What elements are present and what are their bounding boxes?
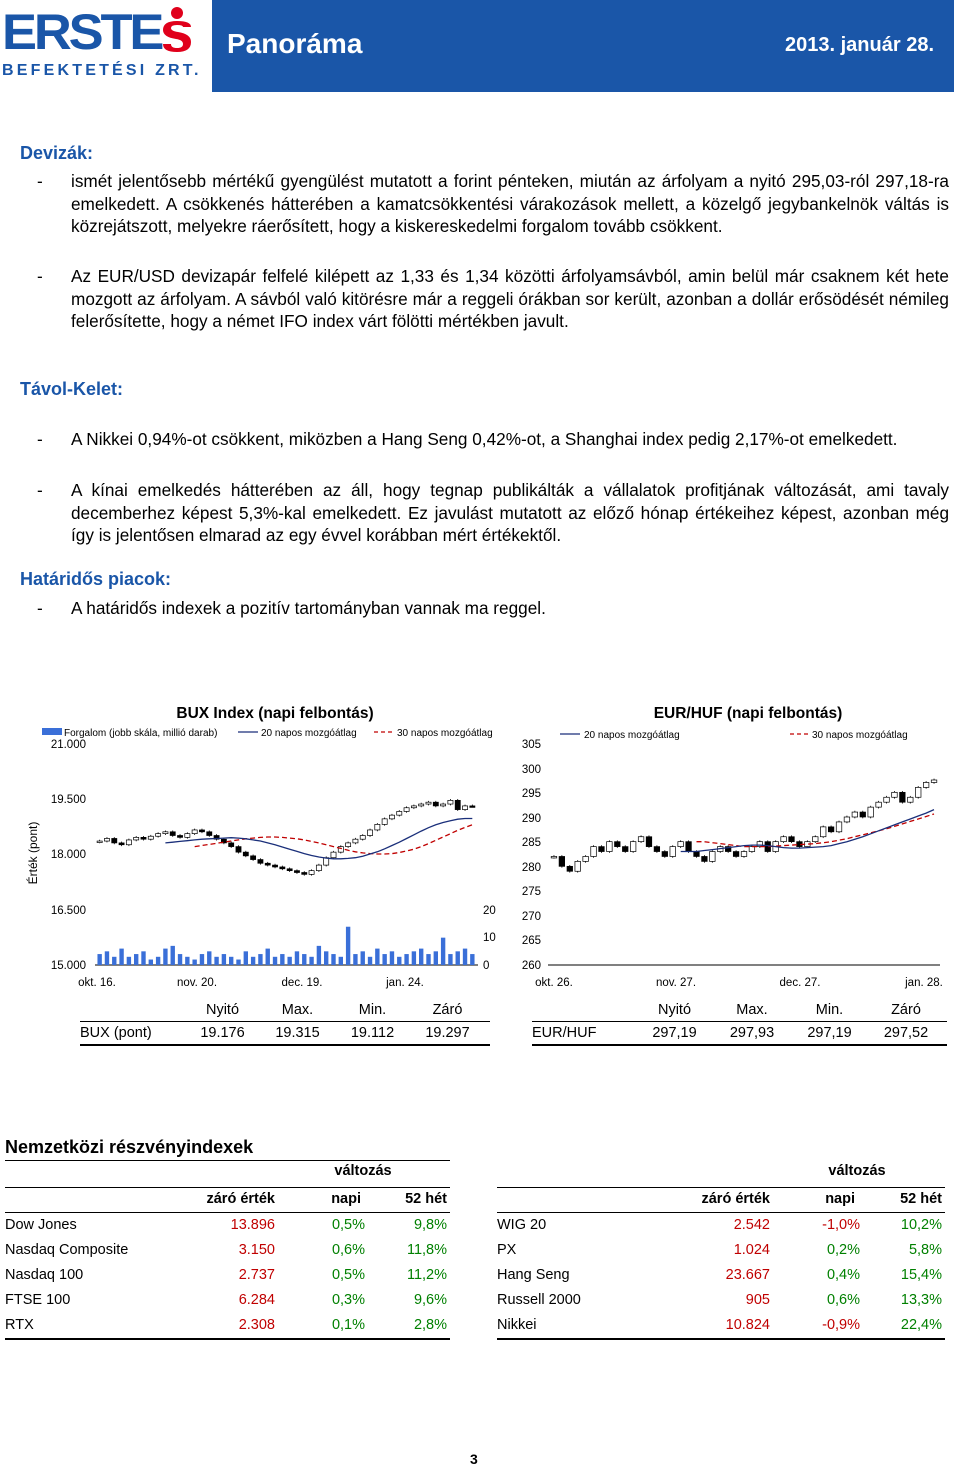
volume-bar: [185, 957, 189, 965]
candle: [397, 811, 402, 815]
candle: [360, 836, 365, 840]
index-day-change: -1,0%: [822, 1217, 860, 1233]
candle: [331, 852, 336, 858]
candle: [462, 806, 467, 810]
col-min: Min.: [358, 1002, 387, 1018]
legend-volume: Forgalom (jobb skála, millió darab): [64, 728, 218, 739]
volume-bar: [97, 954, 101, 965]
candle: [599, 847, 605, 852]
col-nyito: Nyitó: [657, 1002, 692, 1018]
index-52w-change: 13,3%: [900, 1292, 942, 1308]
index-52w-change: 11,8%: [406, 1242, 447, 1258]
index-name: PX: [497, 1242, 517, 1258]
volume-bar: [105, 951, 109, 965]
section-heading-devizak: Devizák:: [20, 143, 94, 163]
candle: [694, 852, 700, 857]
report-date: 2013. január 28.: [785, 34, 934, 56]
row-label: BUX (pont): [80, 1025, 152, 1041]
volume-bar: [331, 954, 335, 965]
candle: [844, 817, 850, 822]
candle: [733, 852, 739, 857]
volume-bar: [397, 957, 401, 965]
row-label: EUR/HUF: [532, 1025, 597, 1041]
candle: [163, 832, 168, 834]
volume-bar: [295, 951, 299, 965]
value-max: 297,93: [729, 1025, 775, 1041]
bullet-text: A határidős indexek a pozitív tartományban vannak ma reggel.: [71, 598, 546, 618]
bullet-hataridos-1: - A határidős indexek a pozitív tartományban vannak ma reggel.: [37, 598, 546, 618]
col-day: napi: [825, 1191, 855, 1207]
candle: [591, 847, 597, 857]
candle: [820, 827, 826, 837]
candle: [229, 843, 234, 847]
index-52w-change: 11,2%: [406, 1267, 447, 1283]
eh-ytick: 295: [521, 788, 541, 800]
volume-bar: [149, 960, 153, 965]
volume-bar: [200, 954, 204, 965]
intl-title-rule: [5, 1160, 450, 1161]
index-close: 905: [745, 1292, 770, 1308]
bux-xtick: dec. 19.: [281, 977, 323, 989]
candle: [646, 837, 652, 847]
bux-ytick: 19.500: [50, 794, 86, 806]
col-nyito: Nyitó: [205, 1002, 240, 1018]
candle: [309, 871, 314, 875]
col-52w: 52 hét: [405, 1191, 447, 1207]
volume-bar: [207, 951, 211, 965]
volume-bar: [448, 954, 452, 965]
volume-bar: [251, 957, 255, 965]
candle: [199, 830, 204, 832]
intl-row: [5, 1313, 450, 1340]
volume-bar: [419, 949, 423, 965]
intl-table-left: [5, 1163, 450, 1340]
candle: [353, 839, 358, 843]
eh-xtick: nov. 27.: [655, 977, 697, 989]
eh-ytick: 300: [521, 764, 541, 776]
candle: [789, 837, 795, 842]
volume-bar: [119, 949, 123, 965]
section-heading-hataridos: Határidős piacok:: [20, 569, 172, 589]
candle: [551, 856, 557, 858]
index-close: 23.667: [725, 1267, 770, 1283]
eh-ytick: 265: [521, 935, 541, 947]
candle: [126, 840, 131, 845]
candle: [236, 847, 241, 853]
bullet-text: A kínai emelkedés hátterében az áll, hogy tegnap publikálták a vállalatok profitjának változását, ami tavaly decemberhez képest 5,3%-kal emelkedett. Ez javulást mutatott az előző hónap értékeihez képest, azonban még így is jelentősen elmarad az egy évvel korábban mért értékektől.: [71, 480, 949, 545]
index-day-change: 0,5%: [331, 1267, 365, 1283]
candle: [559, 856, 565, 866]
value-nyito: 19.176: [200, 1025, 245, 1041]
col-zaro: Záró: [891, 1002, 921, 1018]
volume-bar: [244, 951, 248, 965]
volume-bar: [353, 954, 357, 965]
page-number: 3: [470, 1451, 478, 1467]
volume-bar: [382, 954, 386, 965]
candle: [448, 800, 453, 804]
index-name: WIG 20: [497, 1217, 547, 1233]
bux-ylabel: Érték (pont): [26, 821, 40, 885]
candle: [876, 802, 882, 807]
value-nyito: 297,19: [652, 1025, 697, 1041]
intl-table-right: [497, 1163, 945, 1340]
candle: [630, 842, 636, 852]
volume-bar: [258, 954, 262, 965]
index-day-change: 0,1%: [331, 1317, 365, 1333]
candle: [177, 836, 182, 838]
volume-bar: [346, 927, 350, 965]
candle: [185, 834, 190, 838]
bullet-devizak-2: - Az EUR/USD devizapár felfelé kilépett az 1,33 és 1,34 közötti árfolyamsávból, amin belül már csaknem két hete mozgott az árfolyam. A sávból való kitörésre már a reggeli órákban sor került, azonban a dollár erősödését némileg felerősítette, hogy a német IFO index várt fölötti mértékben javult.: [37, 266, 949, 331]
volume-bar: [470, 954, 474, 965]
intl-row: [497, 1313, 945, 1340]
candle: [426, 802, 431, 804]
eh-ytick: 290: [521, 813, 541, 825]
candle: [251, 856, 256, 860]
candle: [812, 837, 818, 842]
index-name: RTX: [5, 1317, 34, 1333]
bux-ytick: 21.000: [50, 739, 86, 751]
volume-bar: [317, 946, 321, 965]
candle: [302, 873, 307, 875]
candle: [433, 802, 438, 806]
intl-row: [5, 1263, 450, 1288]
volume-bar: [456, 951, 460, 965]
candle: [258, 860, 263, 864]
volume-bar: [127, 957, 131, 965]
candle: [575, 861, 581, 871]
legend-ma20: 20 napos mozgóátlag: [584, 730, 680, 741]
candle: [702, 856, 708, 861]
col-close: záró érték: [206, 1191, 275, 1207]
value-max: 19.315: [275, 1025, 320, 1041]
eurhuf-quote-table: [532, 999, 947, 1046]
candle: [749, 847, 755, 852]
erste-s-logo-icon: [160, 6, 194, 54]
legend-ma30: 30 napos mozgóátlag: [397, 728, 493, 739]
volume-bar: [222, 954, 226, 965]
candle: [852, 812, 858, 817]
index-day-change: 0,4%: [826, 1267, 860, 1283]
index-close: 10.824: [725, 1317, 770, 1333]
candle: [272, 865, 277, 867]
candle: [316, 865, 321, 871]
candle: [389, 815, 394, 819]
eh-xtick: jan. 28.: [905, 977, 943, 989]
volume-bar: [287, 957, 291, 965]
candle: [638, 837, 644, 842]
candle: [622, 847, 628, 852]
legend-ma20: 20 napos mozgóátlag: [261, 728, 357, 739]
candle: [243, 852, 248, 856]
index-name: Nasdaq 100: [5, 1267, 84, 1283]
index-close: 2.737: [238, 1267, 275, 1283]
intl-row: [497, 1238, 945, 1263]
candle: [141, 837, 146, 839]
candle: [441, 804, 446, 806]
intl-row: [5, 1288, 450, 1313]
candle: [868, 807, 874, 817]
candle: [686, 842, 692, 852]
index-52w-change: 22,4%: [900, 1317, 942, 1333]
eh-ytick: 275: [521, 886, 541, 898]
col-min: Min.: [815, 1002, 844, 1018]
volume-bar: [375, 949, 379, 965]
eurhuf-chart-title: EUR/HUF (napi felbontás): [653, 705, 843, 722]
index-52w-change: 15,4%: [900, 1267, 942, 1283]
index-day-change: -0,9%: [822, 1317, 860, 1333]
volume-bar: [112, 957, 116, 965]
index-52w-change: 9,8%: [413, 1217, 447, 1233]
candle: [654, 847, 660, 852]
candle: [860, 812, 866, 817]
candle: [836, 822, 842, 832]
bux-xtick: jan. 24.: [386, 977, 424, 989]
volume-bar: [404, 954, 408, 965]
volume-bar: [134, 954, 138, 965]
candle: [134, 837, 139, 840]
candle: [828, 827, 834, 832]
bux-ytick: 16.500: [50, 905, 86, 917]
bux-ytick: 15.000: [50, 960, 86, 972]
intl-row: [497, 1212, 945, 1238]
candle: [607, 842, 613, 852]
candle: [411, 806, 416, 808]
candle: [615, 842, 621, 847]
index-day-change: 0,3%: [331, 1292, 365, 1308]
bullet-tavol-kelet-2: - A kínai emelkedés hátterében az áll, hogy tegnap publikálták a vállalatok profitjának változását, ami tavaly decemberhez képest 5,3%-kal emelkedett. Ez javulást mutatott az előző hónap értékeihez képest, azonban még így is jelentősen elmarad az egy évvel korábban mért értékektől.: [37, 480, 949, 545]
volume-bar: [192, 960, 196, 965]
col-max: Max.: [736, 1002, 768, 1018]
volume-bar: [390, 951, 394, 965]
candle: [455, 800, 460, 809]
candle: [287, 869, 292, 871]
intl-title: Nemzetközi részvényindexek: [5, 1137, 254, 1157]
candle: [884, 797, 890, 802]
ma20-line: [165, 819, 472, 859]
candle: [265, 863, 270, 865]
candle: [741, 852, 747, 857]
candle: [670, 847, 676, 857]
index-day-change: 0,6%: [331, 1242, 365, 1258]
eh-ytick: 285: [521, 837, 541, 849]
value-zaro: 19.297: [425, 1025, 470, 1041]
volume-bar: [463, 949, 467, 965]
intl-row: [497, 1263, 945, 1288]
volume-bar: [280, 954, 284, 965]
intl-row: [5, 1212, 450, 1238]
bux-rtick: 10: [483, 932, 496, 944]
bux-xtick: okt. 16.: [78, 977, 116, 989]
bullet-tavol-kelet-1: - A Nikkei 0,94%-ot csökkent, miközben a Hang Seng 0,42%-ot, a Shanghai index pedig 2,17%-ot emelkedett.: [37, 429, 898, 449]
index-52w-change: 5,8%: [908, 1242, 942, 1258]
bux-rtick: 0: [483, 960, 490, 972]
index-day-change: 0,5%: [331, 1217, 365, 1233]
volume-bar: [441, 938, 445, 965]
index-day-change: 0,6%: [826, 1292, 860, 1308]
logo-text: ERSTE: [2, 4, 162, 60]
index-52w-change: 2,8%: [413, 1317, 447, 1333]
candle: [346, 843, 351, 847]
candle: [112, 838, 117, 842]
col-52w: 52 hét: [900, 1191, 942, 1207]
candle: [192, 830, 197, 834]
candle: [419, 804, 424, 806]
erste-logo: [0, 0, 205, 92]
bullet-text: ismét jelentősebb mértékű gyengülést mutatott a forint pénteken, miután az árfolyam a nyitó 295,03-ról 297,18-ra emelkedett. A csökkenés hátterében a kamatcsökkentési várakozások mellett, a közelgő jegybankelnök váltás is közrejátszott, melyekre ráerősített, hogy a kiskereskedelmi forgalom tovább csökkent.: [71, 171, 949, 236]
candle: [470, 806, 475, 808]
volume-bar: [141, 951, 145, 965]
candle: [404, 808, 409, 812]
index-close: 13.896: [230, 1217, 275, 1233]
eh-ytick: 260: [521, 960, 541, 972]
candle: [148, 836, 153, 839]
candle: [908, 797, 914, 802]
value-min: 297,19: [807, 1025, 852, 1041]
index-close: 6.284: [238, 1292, 275, 1308]
volume-bar: [171, 946, 175, 965]
header-band: [212, 0, 954, 92]
candle: [892, 792, 898, 797]
index-name: Hang Seng: [497, 1267, 570, 1283]
candle: [662, 852, 668, 857]
candle: [119, 843, 124, 845]
volume-bar: [309, 957, 313, 965]
volume-bar: [412, 951, 416, 965]
volume-bar: [156, 957, 160, 965]
volume-bar: [178, 954, 182, 965]
volume-bar: [426, 954, 430, 965]
eh-xtick: dec. 27.: [779, 977, 821, 989]
change-header: változás: [334, 1163, 392, 1179]
index-name: FTSE 100: [5, 1292, 71, 1308]
bux-rtick: 20: [483, 905, 496, 917]
candle: [583, 856, 589, 861]
volume-bar: [163, 949, 167, 965]
candle: [104, 838, 109, 841]
bullet-devizak-1: - ismét jelentősebb mértékű gyengülést mutatott a forint pénteken, miután az árfolyam a nyitó 295,03-ról 297,18-ra emelkedett. A csökkenés hátterében a kamatcsökkentési várakozások mellett, a közelgő jegybankelnök váltás is közrejátszott, melyekre ráerősített, hogy a kiskereskedelmi forgalom tovább csökkent.: [37, 171, 949, 236]
candle: [931, 780, 937, 782]
volume-bar: [266, 949, 270, 965]
legend-volume-swatch: [42, 728, 62, 735]
legend-ma30: 30 napos mozgóátlag: [812, 730, 908, 741]
volume-bar: [273, 957, 277, 965]
candle: [900, 792, 906, 802]
intl-row: [497, 1288, 945, 1313]
eh-ytick: 305: [521, 739, 541, 751]
bux-chart-title: BUX Index (napi felbontás): [176, 705, 374, 722]
section-heading-tavol-kelet: Távol-Kelet:: [20, 379, 124, 399]
volume-bar: [368, 957, 372, 965]
index-close: 2.308: [238, 1317, 275, 1333]
volume-bar: [434, 951, 438, 965]
candle: [170, 832, 175, 836]
candle: [207, 832, 212, 836]
candle: [382, 819, 387, 825]
volume-bar: [339, 957, 343, 965]
bullet-text: Az EUR/USD devizapár felfelé kilépett az 1,33 és 1,34 közötti árfolyamsávból, amin belül már csaknem két hete mozgott az árfolyam. A sávból való kitörésre már a reggeli órákban sor került, azonban a dollár erősödését némileg felerősítette, hogy a német IFO index várt fölötti mértékben javult.: [71, 266, 949, 331]
col-max: Max.: [281, 1002, 314, 1018]
bux-xtick: nov. 20.: [176, 977, 218, 989]
volume-bar: [229, 957, 233, 965]
candle: [678, 842, 684, 847]
candle: [97, 841, 102, 843]
report-title: Panoráma: [227, 28, 363, 59]
candle: [294, 871, 299, 873]
volume-bar: [361, 951, 365, 965]
candle: [915, 787, 921, 797]
col-close: záró érték: [701, 1191, 770, 1207]
candle: [781, 837, 787, 842]
bux-chart: [0, 725, 500, 990]
value-zaro: 297,52: [883, 1025, 929, 1041]
index-52w-change: 10,2%: [900, 1217, 942, 1233]
bux-quote-table: [80, 999, 490, 1046]
col-zaro: Záró: [432, 1002, 463, 1018]
index-close: 2.542: [733, 1217, 770, 1233]
candle: [710, 852, 716, 862]
volume-bar: [324, 951, 328, 965]
candle: [923, 782, 929, 787]
index-name: Nasdaq Composite: [5, 1242, 129, 1258]
candle: [156, 834, 161, 837]
index-close: 3.150: [238, 1242, 275, 1258]
bux-ytick: 18.000: [50, 849, 86, 861]
change-header: változás: [828, 1163, 886, 1179]
volume-bar: [302, 954, 306, 965]
logo-subtitle: BEFEKTETÉSI ZRT.: [2, 62, 202, 79]
index-day-change: 0,2%: [826, 1242, 860, 1258]
volume-bar: [214, 957, 218, 965]
index-name: Russell 2000: [497, 1292, 581, 1308]
eh-ytick: 270: [521, 911, 541, 923]
eurhuf-chart: [510, 725, 960, 990]
col-day: napi: [331, 1191, 361, 1207]
value-min: 19.112: [350, 1025, 395, 1041]
index-name: Nikkei: [497, 1317, 537, 1333]
candle: [375, 824, 380, 830]
candle: [280, 867, 285, 869]
volume-bar: [236, 960, 240, 965]
eh-ytick: 280: [521, 862, 541, 874]
index-52w-change: 9,6%: [413, 1292, 447, 1308]
eh-xtick: okt. 26.: [535, 977, 573, 989]
index-name: Dow Jones: [5, 1217, 77, 1233]
candle: [567, 866, 573, 871]
index-close: 1.024: [733, 1242, 770, 1258]
bullet-text: A Nikkei 0,94%-ot csökkent, miközben a Hang Seng 0,42%-ot, a Shanghai index pedig 2,17%-ot emelkedett.: [71, 429, 898, 449]
candle: [367, 830, 372, 836]
intl-row: [5, 1238, 450, 1263]
